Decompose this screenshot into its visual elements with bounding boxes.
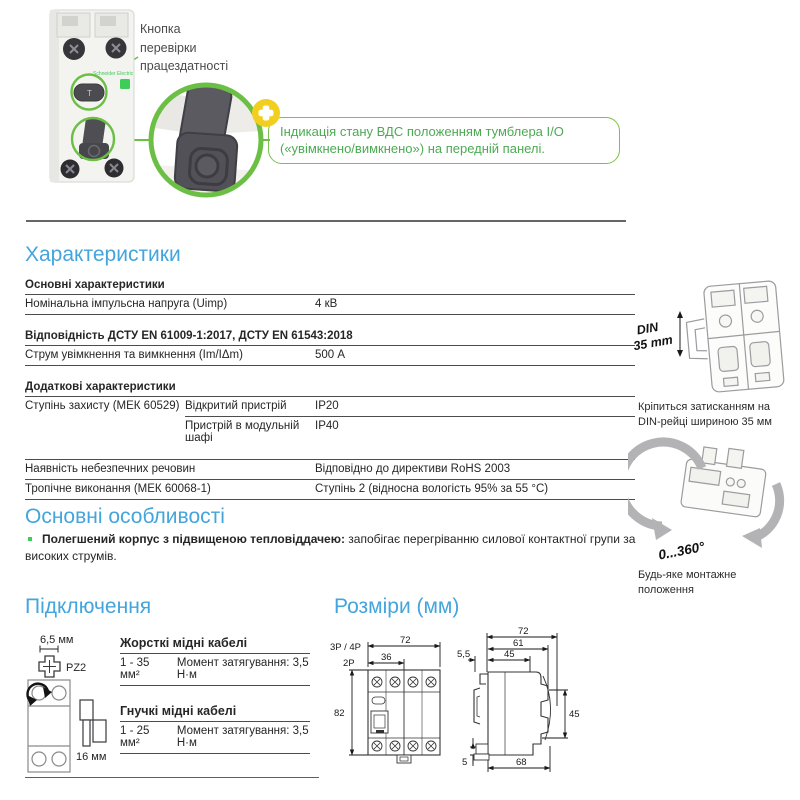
table-subrow (185, 417, 635, 448)
table-row (25, 460, 635, 480)
dim-45-right: 45 (569, 709, 580, 720)
toggle-magnifier (146, 81, 269, 205)
feature-bold-text: Полегшений корпус з підвищеною тепловіддачею: (42, 532, 345, 546)
char-group-additional (25, 379, 635, 448)
dim-45-top: 45 (504, 649, 515, 660)
flexible-cable-header: Гнучкі мідні кабелі (120, 704, 310, 722)
dim-36: 36 (381, 652, 392, 663)
characteristics-table (25, 277, 635, 500)
strip-length-label: 16 мм (76, 751, 107, 763)
cable-section: 1 - 25 мм² (120, 725, 150, 749)
flexible-cable-spec-row (120, 722, 310, 754)
rotation-caption-line2: положення (638, 583, 694, 596)
connection-title: Підключення (25, 595, 152, 618)
sub-value: IP20 (315, 400, 339, 412)
row-label: Струм увімкнення та вимкнення (Im/IΔm) (25, 349, 243, 361)
sub-label: Пристрій в модульній шафі (185, 420, 300, 444)
dimension-front-view (328, 632, 450, 800)
din-caption (638, 400, 796, 429)
callout-line1: Кнопка (140, 22, 181, 36)
cable-specs (120, 636, 310, 754)
table-subrow (185, 397, 635, 417)
din-label: DIN (635, 319, 660, 338)
row-value: Ступінь 2 (відносна вологість 95% за 55 °C) (315, 483, 549, 495)
din-rail-illustration (628, 278, 800, 398)
product-photo-illustration (0, 0, 640, 210)
section-divider (26, 220, 626, 222)
plus-icon (252, 99, 280, 127)
callout-line2: перевірки (140, 40, 197, 55)
din-size-label: 35 mm (632, 332, 674, 354)
char-group-misc (25, 459, 635, 500)
connection-bottom-rule (25, 777, 319, 778)
feature-item (25, 531, 637, 564)
sub-value: IP40 (315, 420, 339, 432)
dimension-side-view (443, 626, 625, 800)
screwdriver-label: PZ2 (66, 662, 87, 674)
row-value: Відповідно до директиви RoHS 2003 (315, 463, 511, 475)
dim-61: 61 (513, 638, 524, 649)
dim-5-5: 5,5 (457, 649, 471, 660)
screw-width-label: 6,5 мм (40, 634, 74, 646)
characteristics-title: Характеристики (25, 243, 181, 266)
brand-logo: Schneider Electric (93, 71, 134, 77)
group-header: Відповідність ДСТУ EN 61009-1:2017, ДСТУ EN 61543:2018 (25, 328, 635, 346)
table-row (25, 295, 635, 315)
row-value: 500 А (315, 349, 346, 361)
group-header: Основні характеристики (25, 277, 635, 295)
feature-rest-text: запобігає перегріванню силової контактної групи за високих струмів. (25, 532, 636, 563)
bullet-icon (28, 537, 32, 541)
rotation-caption (638, 568, 796, 597)
group-header: Додаткові характеристики (25, 379, 635, 397)
note-line1: Індикація стану ВДС положенням тумблера I/O (280, 124, 564, 139)
dim-82: 82 (334, 708, 345, 719)
table-row (25, 480, 635, 500)
table-row (25, 346, 635, 366)
dimensions-title: Розміри (мм) (334, 595, 460, 618)
rcd-device (50, 10, 134, 182)
rotation-illustration (628, 436, 800, 564)
range-badge (120, 79, 130, 89)
note-line2: («увімкнено/вимкнено») на передній панелі. (280, 141, 546, 156)
row-label: Номінальна імпульсна напруга (Uimp) (25, 298, 228, 310)
rigid-cable-spec-row (120, 654, 310, 686)
dim-72: 72 (518, 626, 529, 637)
connection-diagram (18, 630, 130, 782)
callout-line3: працездатності (140, 59, 229, 73)
row-label: Ступінь захисту (МЕК 60529) (25, 400, 180, 412)
cable-section: 1 - 35 мм² (120, 657, 150, 681)
din-caption-line1: Кріпиться затисканням на (638, 401, 771, 413)
sub-label: Відкритий пристрій (185, 400, 287, 412)
rotation-caption-line1: Будь-яке монтажне (638, 569, 737, 581)
dim-5: 5 (462, 757, 468, 768)
cable-torque: Момент затягування: 3,5 Н·м (176, 725, 309, 749)
table-row-group (25, 397, 635, 448)
char-group-basic (25, 277, 635, 315)
rigid-cable-header: Жорсткі мідні кабелі (120, 636, 310, 654)
row-value: 4 кВ (315, 298, 338, 310)
row-label: Наявність небезпечних речовин (25, 463, 196, 475)
din-caption-line2: DIN-рейці шириною 35 мм (638, 415, 772, 428)
rotation-angle-label: 0...360° (657, 538, 706, 563)
row-label: Тропічне виконання (МЕК 60068-1) (25, 483, 211, 495)
cable-torque: Момент затягування: 3,5 Н·м (176, 657, 309, 681)
dim-72: 72 (400, 635, 411, 646)
dim-68: 68 (516, 757, 527, 768)
dim-poles-34: 3P / 4P (330, 642, 361, 653)
ferrule-icon (80, 700, 93, 720)
char-group-standards (25, 328, 635, 366)
features-title: Основні особливості (25, 505, 225, 528)
svg-text:T: T (87, 89, 92, 98)
dim-poles-2: 2P (343, 658, 355, 669)
